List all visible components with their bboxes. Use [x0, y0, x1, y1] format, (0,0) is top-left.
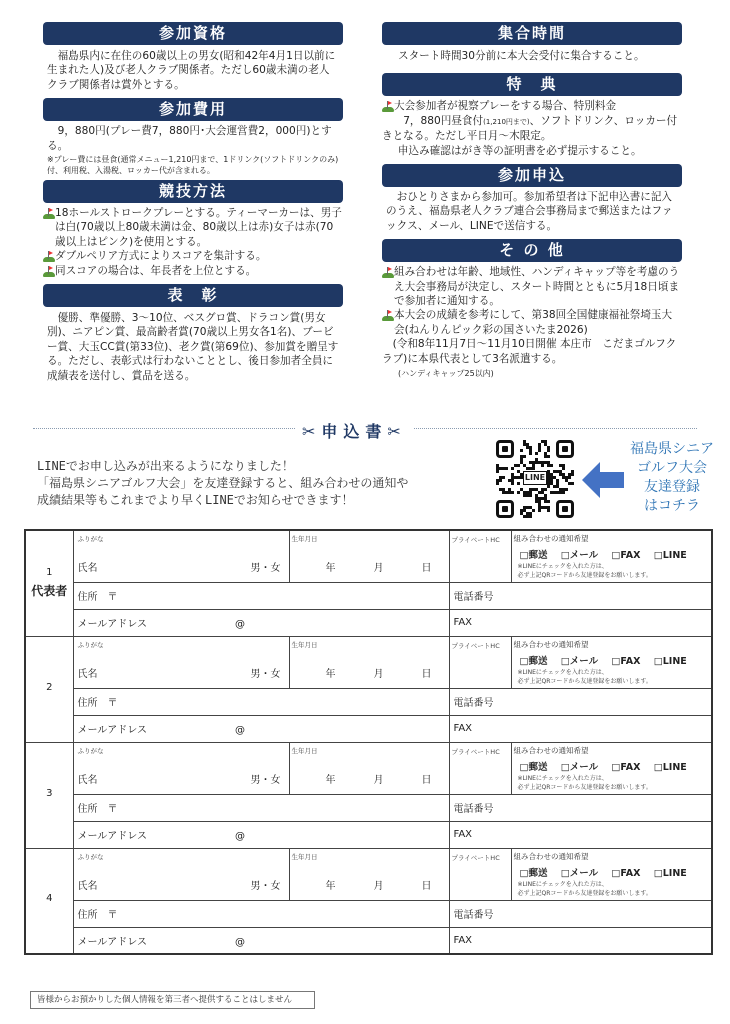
golf-flag-icon: [43, 207, 55, 219]
qr-module: [535, 494, 538, 497]
meeting-time-header: 集合時間: [382, 22, 682, 45]
qr-module: [562, 488, 565, 491]
qr-module: [529, 512, 532, 515]
qr-module: [544, 461, 547, 464]
notify-line-checkbox[interactable]: □LINE: [653, 867, 687, 879]
dob-field[interactable]: 生年月日 年 月 日: [289, 848, 449, 900]
dob-field[interactable]: 生年月日 年 月 日: [289, 742, 449, 794]
qr-module: [565, 476, 568, 479]
qr-module: [544, 488, 547, 491]
entry-row-email: [25, 609, 712, 636]
qr-module: [544, 455, 547, 458]
golf-flag-icon: [43, 265, 55, 277]
qr-module: [541, 497, 544, 500]
qr-module: [499, 467, 502, 470]
other-continuation: (令和8年11月7日～11月10日開催 本庄市 こだまゴルフクラブ)に本県代表として3名派遣する。: [382, 338, 677, 365]
qr-module: [565, 479, 568, 482]
qr-module: [526, 446, 529, 449]
notify-preference: 組み合わせの通知希望 □郵送 □メール □FAX □LINE ※LINEにチェックを入れた方は、 必ず上記QRコードから友達登録をお願いします。: [511, 742, 712, 794]
qr-module: [541, 440, 544, 443]
private-hc-field[interactable]: プライベートHC: [449, 530, 511, 582]
qr-module: [553, 476, 556, 479]
qr-module: [514, 476, 517, 479]
qr-module: [559, 488, 562, 491]
address-field[interactable]: 住所 〒: [73, 582, 449, 609]
fax-field[interactable]: FAX: [449, 715, 712, 742]
arrow-left-icon: [582, 462, 624, 498]
qr-module: [511, 476, 514, 479]
qr-module: [559, 473, 562, 476]
qr-module: [538, 506, 541, 509]
qr-module: [559, 491, 562, 494]
competition-header: 競技方法: [43, 180, 343, 203]
qr-module: [502, 488, 505, 491]
qr-module: [523, 443, 526, 446]
scissors-icon: ✂: [387, 422, 407, 441]
qr-module: [547, 464, 550, 467]
qr-module: [541, 461, 544, 464]
qr-module: [523, 491, 526, 494]
entry-row-address: [25, 900, 712, 927]
notify-line-checkbox[interactable]: □LINE: [653, 550, 687, 561]
qr-module: [538, 500, 541, 503]
qr-module: [535, 488, 538, 491]
qr-module: [529, 452, 532, 455]
qr-module: [505, 467, 508, 470]
qr-module: [547, 500, 550, 503]
notify-preference: 組み合わせの通知希望 □郵送 □メール □FAX □LINE ※LINEにチェックを入れた方は、 必ず上記QRコードから友達登録をお願いします。: [511, 848, 712, 900]
fax-field[interactable]: FAX: [449, 609, 712, 636]
qr-module: [508, 488, 511, 491]
qr-module: [517, 464, 520, 467]
qr-module: [517, 482, 520, 485]
awards-text: 優勝、準優勝、3～10位、ベスグロ賞、ドラコン賞(男女別)、ニアピン賞、最高齢者賞(70歳以上男女各1名)、ブービー賞、大玉CC賞(第33位)、老ク賞(第69位)、参加賞を贈呈する。ただし、表彰式は行わないこととし、後日参加者全員に成績表を送付し、賞品を送る。: [47, 312, 339, 382]
notify-email-checkbox[interactable]: □メール: [560, 550, 599, 561]
qr-module: [571, 473, 574, 476]
qr-module: [526, 494, 529, 497]
left-column: [43, 22, 343, 383]
notify-preference: 組み合わせの通知希望 □郵送 □メール □FAX □LINE ※LINEにチェックを入れた方は、 必ず上記QRコードから友達登録をお願いします。: [511, 636, 712, 688]
private-hc-field[interactable]: プライベートHC: [449, 636, 511, 688]
qr-module: [532, 467, 535, 470]
qr-module: [499, 476, 502, 479]
qr-module: [523, 440, 526, 443]
sex-select[interactable]: 男・女: [250, 880, 281, 892]
competition-list: [43, 206, 343, 278]
qr-module: [550, 479, 553, 482]
benefits-header: 特 典: [382, 73, 682, 96]
qr-module: [535, 500, 538, 503]
qr-module: [517, 476, 520, 479]
qr-module: [571, 470, 574, 473]
qr-module: [547, 470, 550, 473]
qr-module: [568, 473, 571, 476]
name-field[interactable]: ふりがな 氏名 男・女: [73, 848, 289, 900]
golf-flag-icon: [382, 309, 394, 321]
application-text: おひとりさまから参加可。参加希望者は下記申込書に記入のうえ、福島県老人クラブ連合会事務局まで郵送またはファックス、メール、LINEで送信する。: [386, 191, 673, 232]
qr-module: [505, 491, 508, 494]
entry-number: 2: [25, 636, 73, 742]
phone-field[interactable]: 電話番号: [449, 794, 712, 821]
entry-row-main: [25, 848, 712, 900]
qr-module: [550, 473, 553, 476]
qr-module: [538, 491, 541, 494]
qr-module: [535, 452, 538, 455]
application-form-title: ✂申込書✂: [296, 419, 413, 442]
qr-module: [556, 479, 559, 482]
qr-module: [529, 446, 532, 449]
qr-module: [520, 458, 523, 461]
notify-mail-checkbox[interactable]: □郵送: [519, 655, 548, 667]
fee-text: 9，880円(プレー費7，880円･大会運営費2，000円)とする。: [47, 125, 332, 152]
qr-module: [562, 467, 565, 470]
qr-module: [520, 455, 523, 458]
qr-module: [547, 485, 550, 488]
phone-field[interactable]: 電話番号: [449, 688, 712, 715]
qr-caption: 福島県シニア ゴルフ大会 友達登録 はコチラ: [630, 441, 714, 514]
eligibility-header: 参加資格: [43, 22, 343, 45]
competition-item: 18ホールストロークプレーとする。ティーマーカーは、男子は白(70歳以上80歳未満は金、80歳以上は赤)女子は赤(70歳以上はピンク)を使用とする。: [43, 206, 343, 249]
scissors-icon: ✂: [302, 422, 322, 441]
application-header: 参加申込: [382, 164, 682, 187]
sex-select[interactable]: 男・女: [250, 774, 281, 786]
fee-header: 参加費用: [43, 98, 343, 121]
qr-module: [532, 509, 535, 512]
qr-module: [520, 461, 523, 464]
other-item: 組み合わせは年齢、地域性、ハンディキャップ等を考慮のうえ大会事務局が決定し、スタート時間とともに5月18日頃まで参加者に通知する。: [382, 265, 682, 308]
qr-module: [538, 449, 541, 452]
qr-module: [526, 467, 529, 470]
email-field[interactable]: メールアドレス @: [73, 715, 449, 742]
qr-module: [538, 443, 541, 446]
eligibility-text: 福島県内に在住の60歳以上の男女(昭和42年4月1日以前に生まれた人)及び老人クラブ関係者。ただし60歳未満の老人クラブ関係者は賞外とする。: [47, 50, 336, 91]
qr-module: [547, 455, 550, 458]
handicap-note: (ハンディキャップ25以内): [398, 369, 494, 379]
notify-line-checkbox[interactable]: □LINE: [653, 655, 687, 667]
qr-module: [553, 470, 556, 473]
qr-module: [520, 449, 523, 452]
entry-number: 3: [25, 742, 73, 848]
qr-module: [529, 461, 532, 464]
entry-number: 4: [25, 848, 73, 954]
email-field[interactable]: メールアドレス @: [73, 927, 449, 954]
entry-row-email: [25, 927, 712, 954]
qr-module: [496, 470, 499, 473]
qr-module: [547, 473, 550, 476]
benefits-text: 7，880円昼食付(1,210円まで)、ソフトドリンク、ロッカー付きとなる。ただし平日月～木限定。: [382, 114, 678, 143]
qr-module: [529, 494, 532, 497]
qr-module: [499, 479, 502, 482]
fax-field[interactable]: FAX: [449, 821, 712, 848]
qr-module: [511, 491, 514, 494]
notify-mail-checkbox[interactable]: □郵送: [519, 761, 548, 773]
qr-module: [538, 509, 541, 512]
application-form-table: [24, 529, 713, 955]
notify-line-checkbox[interactable]: □LINE: [653, 761, 687, 773]
qr-module: [496, 479, 499, 482]
qr-module: [523, 506, 526, 509]
qr-module: [523, 464, 526, 467]
qr-module: [502, 467, 505, 470]
benefits-note: 申込み確認はがき等の証明書を必ず提示すること。: [397, 144, 642, 157]
qr-module: [568, 476, 571, 479]
qr-module: [502, 491, 505, 494]
qr-module: [520, 512, 523, 515]
qr-module: [556, 491, 559, 494]
qr-module: [514, 464, 517, 467]
qr-module: [499, 488, 502, 491]
golf-flag-icon: [43, 250, 55, 262]
qr-module: [562, 473, 565, 476]
qr-module: [511, 473, 514, 476]
qr-module: [562, 476, 565, 479]
phone-field[interactable]: 電話番号: [449, 582, 712, 609]
qr-module: [523, 494, 526, 497]
qr-module: [547, 461, 550, 464]
qr-module: [520, 509, 523, 512]
notify-fax-checkbox[interactable]: □FAX: [611, 867, 641, 879]
qr-module: [532, 464, 535, 467]
qr-module: [556, 482, 559, 485]
qr-module: [571, 482, 574, 485]
notify-fax-checkbox[interactable]: □FAX: [611, 655, 641, 667]
qr-module: [544, 500, 547, 503]
qr-module: [529, 506, 532, 509]
qr-module: [508, 491, 511, 494]
fax-field[interactable]: FAX: [449, 927, 712, 954]
qr-module: [508, 479, 511, 482]
qr-module: [547, 449, 550, 452]
entry-row-address: [25, 688, 712, 715]
name-field[interactable]: ふりがな 氏名 男・女: [73, 530, 289, 582]
qr-module: [517, 470, 520, 473]
qr-module: [538, 497, 541, 500]
qr-module: [523, 455, 526, 458]
qr-module: [511, 467, 514, 470]
dob-field[interactable]: 生年月日 年 月 日: [289, 530, 449, 582]
competition-item: 同スコアの場合は、年長者を上位とする。: [43, 264, 343, 278]
qr-module: [547, 506, 550, 509]
line-qr-code[interactable]: [496, 440, 574, 518]
email-field[interactable]: メールアドレス @: [73, 609, 449, 636]
qr-module: [553, 491, 556, 494]
qr-module: [526, 515, 529, 518]
qr-module: [538, 446, 541, 449]
entry-row-email: [25, 715, 712, 742]
qr-module: [541, 464, 544, 467]
qr-module: [550, 464, 553, 467]
qr-module: [565, 488, 568, 491]
private-hc-field[interactable]: プライベートHC: [449, 848, 511, 900]
benefits-item: 大会参加者が視察プレーをする場合、特別料金: [382, 99, 682, 113]
name-field[interactable]: ふりがな 氏名 男・女: [73, 742, 289, 794]
qr-module: [544, 443, 547, 446]
competition-item: ダブルペリア方式によりスコアを集計する。: [43, 249, 343, 263]
qr-module: [511, 482, 514, 485]
qr-module: [547, 446, 550, 449]
qr-module: [547, 479, 550, 482]
entry-row-address: [25, 794, 712, 821]
qr-finder-icon: [556, 500, 574, 518]
fee-note: ※プレー費には昼食(通常メニュー1,210円まで、1ドリンク(ソフトドリンクのみ)付、利用税、入湯税、ロッカー代が含まれる。: [47, 155, 339, 176]
qr-module: [496, 464, 499, 467]
qr-module: [544, 452, 547, 455]
sex-select[interactable]: 男・女: [250, 668, 281, 680]
qr-module: [544, 497, 547, 500]
representative-label: 代表者: [31, 584, 68, 599]
entry-row-main: [25, 636, 712, 688]
qr-finder-icon: [496, 440, 514, 458]
qr-module: [556, 485, 559, 488]
qr-module: [544, 440, 547, 443]
qr-module: [562, 464, 565, 467]
line-logo: LINE: [523, 471, 547, 485]
line-promo-text: LINEでお申し込みが出来るようになりました！ 「福島県シニアゴルフ大会」を友達登録すると、組み合わせの通知や 成績結果等もこれまでより早くLINEでお知らせできます！: [37, 459, 409, 507]
notify-email-checkbox[interactable]: □メール: [560, 761, 599, 773]
qr-module: [538, 503, 541, 506]
address-field[interactable]: 住所 〒: [73, 688, 449, 715]
qr-module: [535, 461, 538, 464]
qr-module: [532, 488, 535, 491]
qr-module: [529, 491, 532, 494]
qr-module: [559, 464, 562, 467]
qr-module: [496, 467, 499, 470]
address-field[interactable]: 住所 〒: [73, 794, 449, 821]
qr-module: [529, 449, 532, 452]
qr-module: [496, 482, 499, 485]
qr-module: [526, 491, 529, 494]
qr-finder-icon: [496, 500, 514, 518]
name-field[interactable]: ふりがな 氏名 男・女: [73, 636, 289, 688]
entry-number: 1 代表者: [25, 530, 73, 636]
entry-row-address: [25, 582, 712, 609]
qr-module: [526, 506, 529, 509]
other-list: [382, 265, 682, 379]
qr-module: [529, 467, 532, 470]
private-hc-field[interactable]: プライベートHC: [449, 742, 511, 794]
qr-module: [517, 491, 520, 494]
qr-module: [529, 515, 532, 518]
qr-module: [502, 476, 505, 479]
meeting-time-text: スタート時間30分前に本大会受付に集合すること。: [398, 50, 645, 62]
qr-module: [547, 509, 550, 512]
awards-header: 表 彰: [43, 284, 343, 307]
notify-fax-checkbox[interactable]: □FAX: [611, 761, 641, 773]
qr-module: [523, 515, 526, 518]
notify-email-checkbox[interactable]: □メール: [560, 867, 599, 879]
qr-module: [532, 461, 535, 464]
qr-module: [550, 482, 553, 485]
qr-module: [526, 512, 529, 515]
entry-row-main: [25, 530, 712, 582]
qr-module: [535, 458, 538, 461]
dob-field[interactable]: 生年月日 年 月 日: [289, 636, 449, 688]
qr-module: [520, 488, 523, 491]
qr-module: [541, 488, 544, 491]
phone-field[interactable]: 電話番号: [449, 900, 712, 927]
right-column: [382, 22, 682, 379]
qr-module: [568, 482, 571, 485]
qr-module: [535, 497, 538, 500]
golf-flag-icon: [382, 266, 394, 278]
qr-module: [511, 479, 514, 482]
qr-module: [553, 485, 556, 488]
email-field[interactable]: メールアドレス @: [73, 821, 449, 848]
other-item: 本大会の成績を参考にして、第38回全国健康福祉祭埼玉大会(ねんりんピック彩の国さいたま2026): [382, 308, 682, 337]
privacy-notice: 皆様からお預かりした個人情報を第三者へ提供することはしません: [30, 991, 315, 1009]
other-header: そ の 他: [382, 239, 682, 262]
qr-module: [544, 506, 547, 509]
qr-module: [544, 494, 547, 497]
qr-module: [550, 476, 553, 479]
golf-flag-icon: [382, 100, 394, 112]
qr-module: [559, 470, 562, 473]
entry-row-email: [25, 821, 712, 848]
qr-module: [547, 482, 550, 485]
sex-select[interactable]: 男・女: [250, 563, 281, 574]
entry-row-main: [25, 742, 712, 794]
qr-module: [541, 506, 544, 509]
qr-module: [562, 491, 565, 494]
notify-fax-checkbox[interactable]: □FAX: [611, 550, 641, 561]
qr-module: [538, 461, 541, 464]
address-field[interactable]: 住所 〒: [73, 900, 449, 927]
qr-finder-icon: [556, 440, 574, 458]
qr-module: [547, 476, 550, 479]
qr-module: [556, 470, 559, 473]
qr-module: [523, 509, 526, 512]
notify-preference: 組み合わせの通知希望 □郵送 □メール □FAX □LINE ※LINEにチェックを入れた方は、 必ず上記QRコードから友達登録をお願いします。: [511, 530, 712, 582]
qr-module: [526, 443, 529, 446]
notify-email-checkbox[interactable]: □メール: [560, 655, 599, 667]
qr-module: [529, 488, 532, 491]
notify-mail-checkbox[interactable]: □郵送: [519, 550, 548, 561]
qr-module: [550, 491, 553, 494]
notify-mail-checkbox[interactable]: □郵送: [519, 867, 548, 879]
qr-module: [541, 491, 544, 494]
